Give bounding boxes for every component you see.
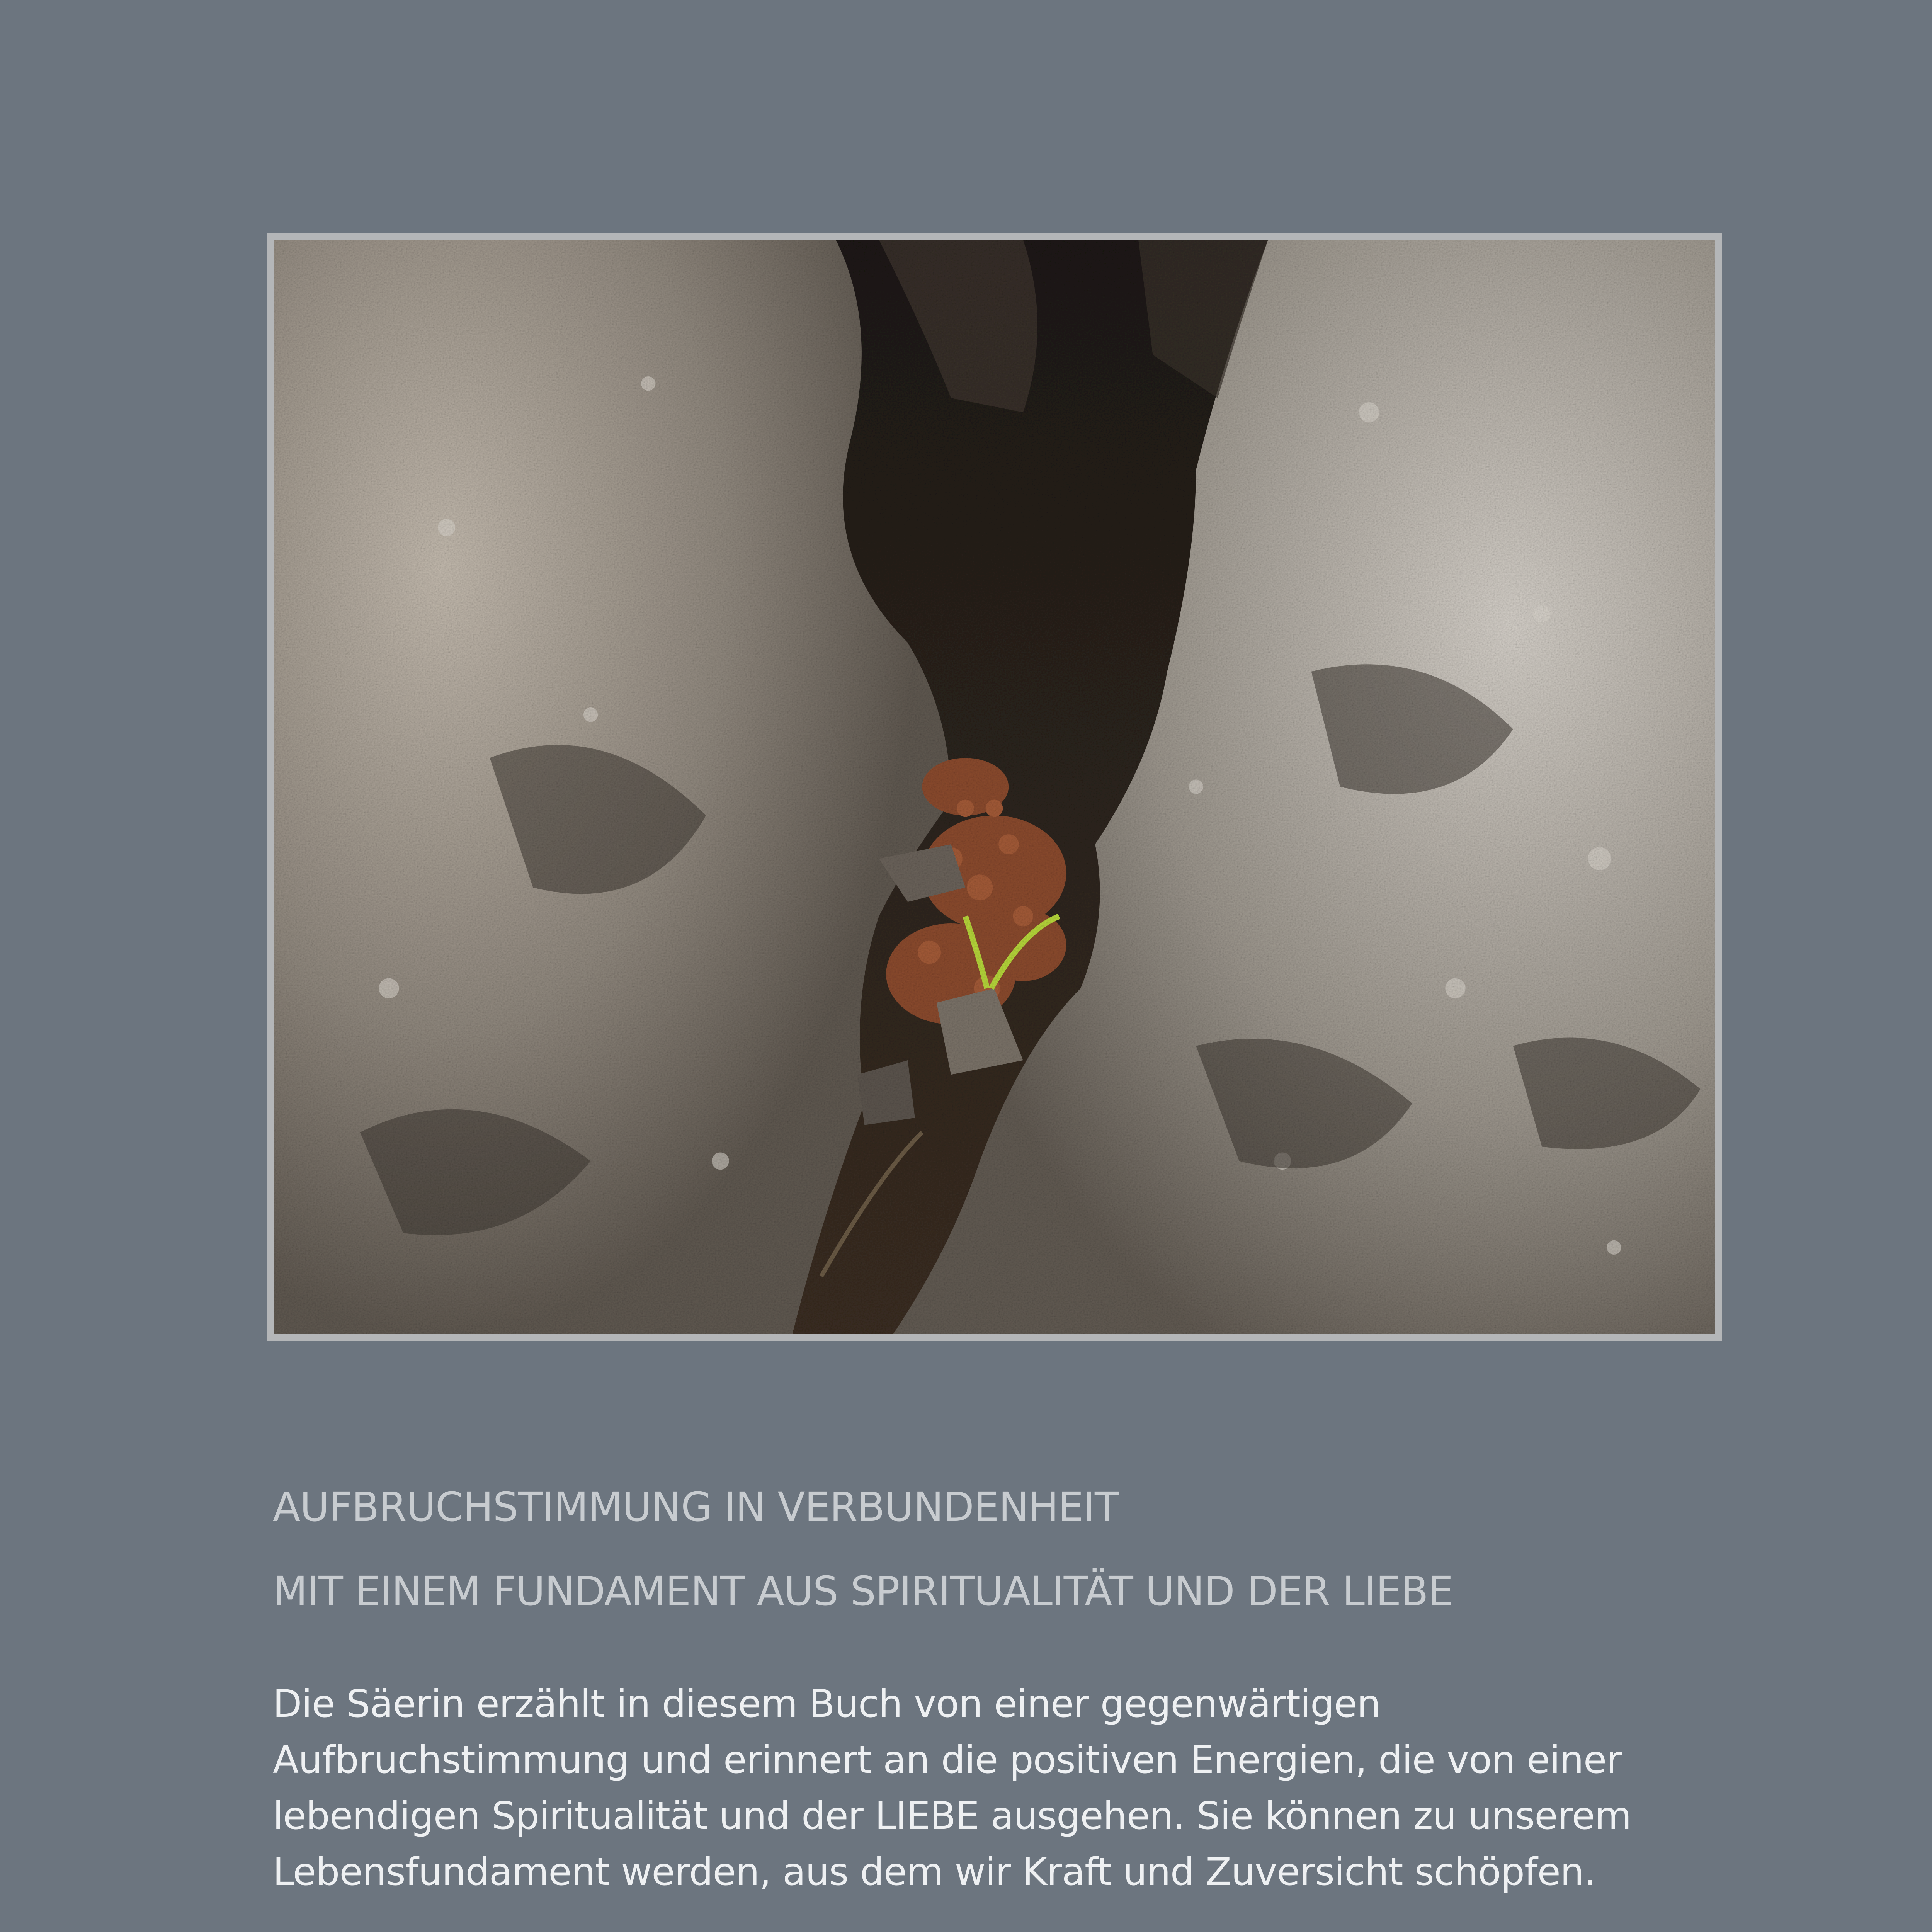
description-body [273, 1676, 1726, 1932]
cover-photo [274, 240, 1715, 1334]
asphalt-crack-image [274, 240, 1715, 1334]
description-paragraph: Die Säerin erzählt in diesem Buch von einer gegenwärtigen Aufbruchstimmung und erinnert an die positiven Energien, die von einer lebendigen Spiritualität und der LIEBE ausgehen. Sie können zu unserem Lebensfundament werden, aus dem wir Kraft und Zuversicht schöpfen. [273, 1682, 1631, 1894]
book-subtitle: MIT EINEM FUNDAMENT AUS SPIRITUALITÄT UND DER LIEBE [273, 1568, 1453, 1615]
cover-photo-frame [267, 233, 1722, 1341]
book-description [273, 1480, 1726, 1932]
book-title: AUFBRUCHSTIMMUNG IN VERBUNDENHEIT [273, 1483, 1119, 1531]
